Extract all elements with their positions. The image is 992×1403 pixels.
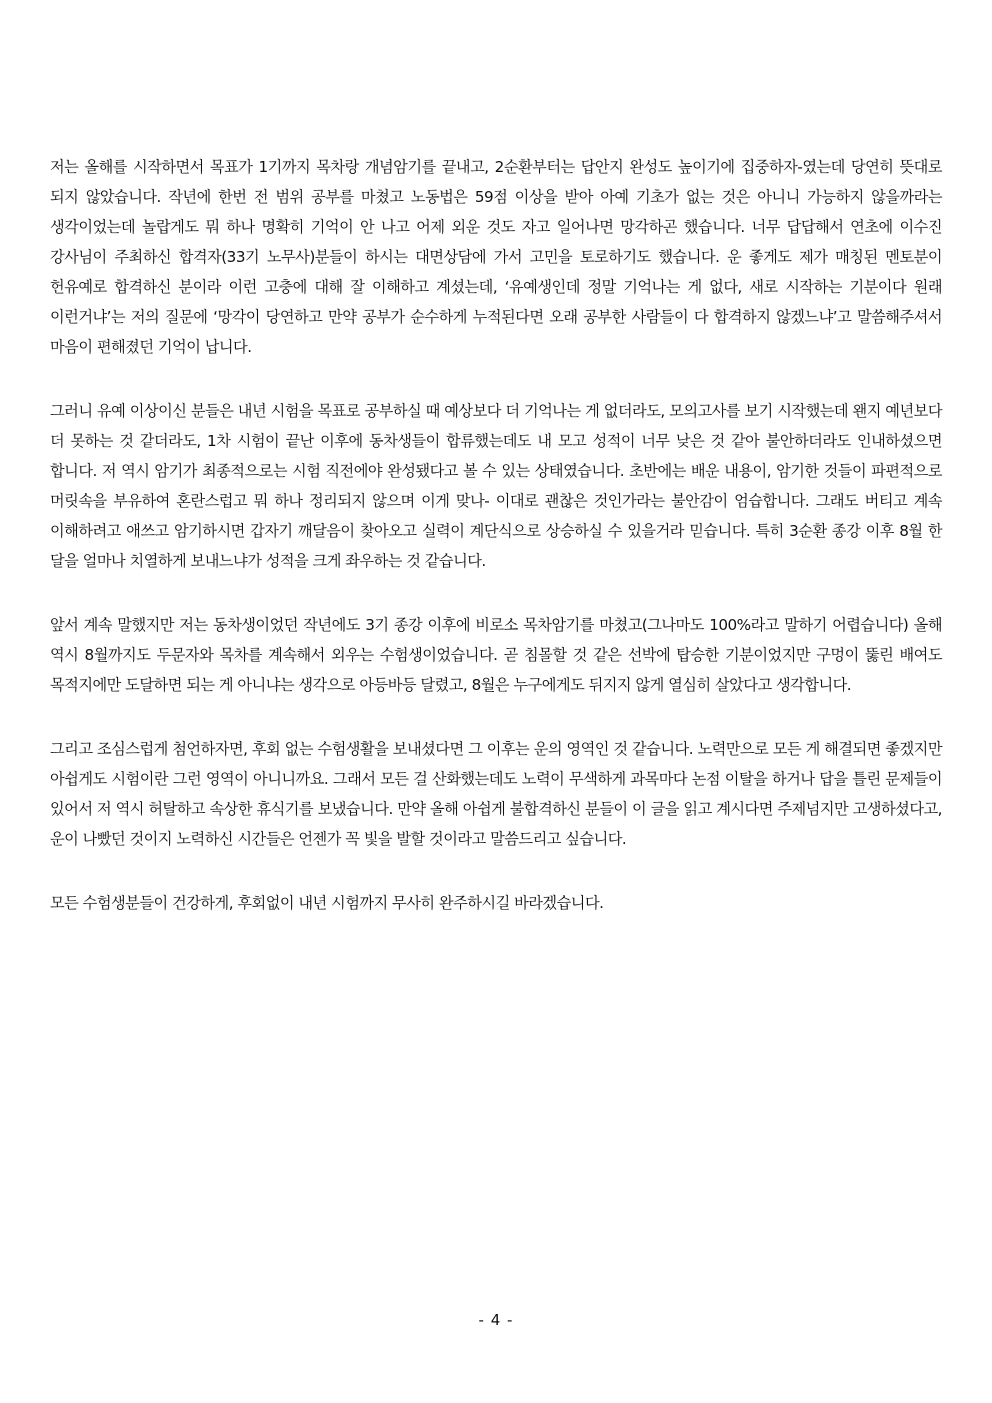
document-body <box>50 152 942 952</box>
page-number: - 4 - <box>478 1311 514 1329</box>
paragraph-4: 그리고 조심스럽게 첨언하자면, 후회 없는 수험생활을 보내셨다면 그 이후는 운의 영역인 것 같습니다. 노력만으로 모든 게 해결되면 좋겠지만 아쉽게도 시험이란 그런 영역이 아니니까요. 그래서 모든 걸 산화했는데도 노력이 무색하게 과목마다 논점 이탈을 하거나 답을 틀린 문제들이 있어서 저 역시 허탈하고 속상한 휴식기를 보냈습니다. 만약 올해 아쉽게 불합격하신 분들이 이 글을 읽고 계시다면 주제넘지만 고생하셨다고, 운이 나빴던 것이지 노력하신 시간들은 언젠가 꼭 빛을 발할 것이라고 말씀드리고 싶습니다. <box>50 740 942 848</box>
paragraph-5: 모든 수험생분들이 건강하게, 후회없이 내년 시험까지 무사히 완주하시길 바라겠습니다. <box>50 894 604 912</box>
paragraph-1: 저는 올해를 시작하면서 목표가 1기까지 목차랑 개념암기를 끝내고, 2순환부터는 답안지 완성도 높이기에 집중하자-였는데 당연히 뜻대로 되지 않았습니다. 작년에 한번 전 범위 공부를 마쳤고 노동법은 59점 이상을 받아 아예 기초가 없는 것은 아니니 가능하지 않을까라는 생각이었는데 놀랍게도 뭐 하나 명확히 기억이 안 나고 어제 외운 것도 자고 일어나면 망각하곤 했습니다. 너무 답답해서 연초에 이수진 강사님이 주최하신 합격자(33기 노무사)분들이 하시는 대면상담에 가서 고민을 토로하기도 했습니다. 운 좋게도 제가 매칭된 멘토분이 헌유예로 합격하신 분이라 이런 고충에 대해 잘 이해하고 계셨는데, ‘유예생인데 정말 기억나는 게 없다, 새로 시작하는 기분이다 원래 이런거냐’는 저의 질문에 ‘망각이 당연하고 만약 공부가 순수하게 누적된다면 오래 공부한 사람들이 다 합격하지 않겠느냐’고 말씀해주셔서 마음이 편해졌던 기억이 납니다. <box>50 158 942 356</box>
paragraph-3: 앞서 계속 말했지만 저는 동차생이었던 작년에도 3기 종강 이후에 비로소 목차암기를 마쳤고(그나마도 100%라고 말하기 어렵습니다) 올해 역시 8월까지도 두문자와 목차를 계속해서 외우는 수험생이었습니다. 곧 침몰할 것 같은 선박에 탑승한 기분이었지만 구멍이 뚫린 배여도 목적지에만 도달하면 되는 게 아니냐는 생각으로 아등바등 달렸고, 8월은 누구에게도 뒤지지 않게 열심히 살았다고 생각합니다. <box>50 616 942 694</box>
paragraph-2: 그러니 유예 이상이신 분들은 내년 시험을 목표로 공부하실 때 예상보다 더 기억나는 게 없더라도, 모의고사를 보기 시작했는데 왠지 예년보다 더 못하는 것 같더라도, 1차 시험이 끝난 이후에 동차생들이 합류했는데도 내 모고 성적이 너무 낮은 것 같아 불안하더라도 인내하셨으면 합니다. 저 역시 암기가 최종적으로는 시험 직전에야 완성됐다고 볼 수 있는 상태였습니다. 초반에는 배운 내용이, 암기한 것들이 파편적으로 머릿속을 부유하여 혼란스럽고 뭐 하나 정리되지 않으며 이게 맞나- 이대로 괜찮은 것인가라는 불안감이 엄습합니다. 그래도 버티고 계속 이해하려고 애쓰고 암기하시면 갑자기 깨달음이 찾아오고 실력이 계단식으로 상승하실 수 있을거라 믿습니다. 특히 3순환 종강 이후 8월 한 달을 얼마나 치열하게 보내느냐가 성적을 크게 좌우하는 것 같습니다. <box>50 402 942 570</box>
